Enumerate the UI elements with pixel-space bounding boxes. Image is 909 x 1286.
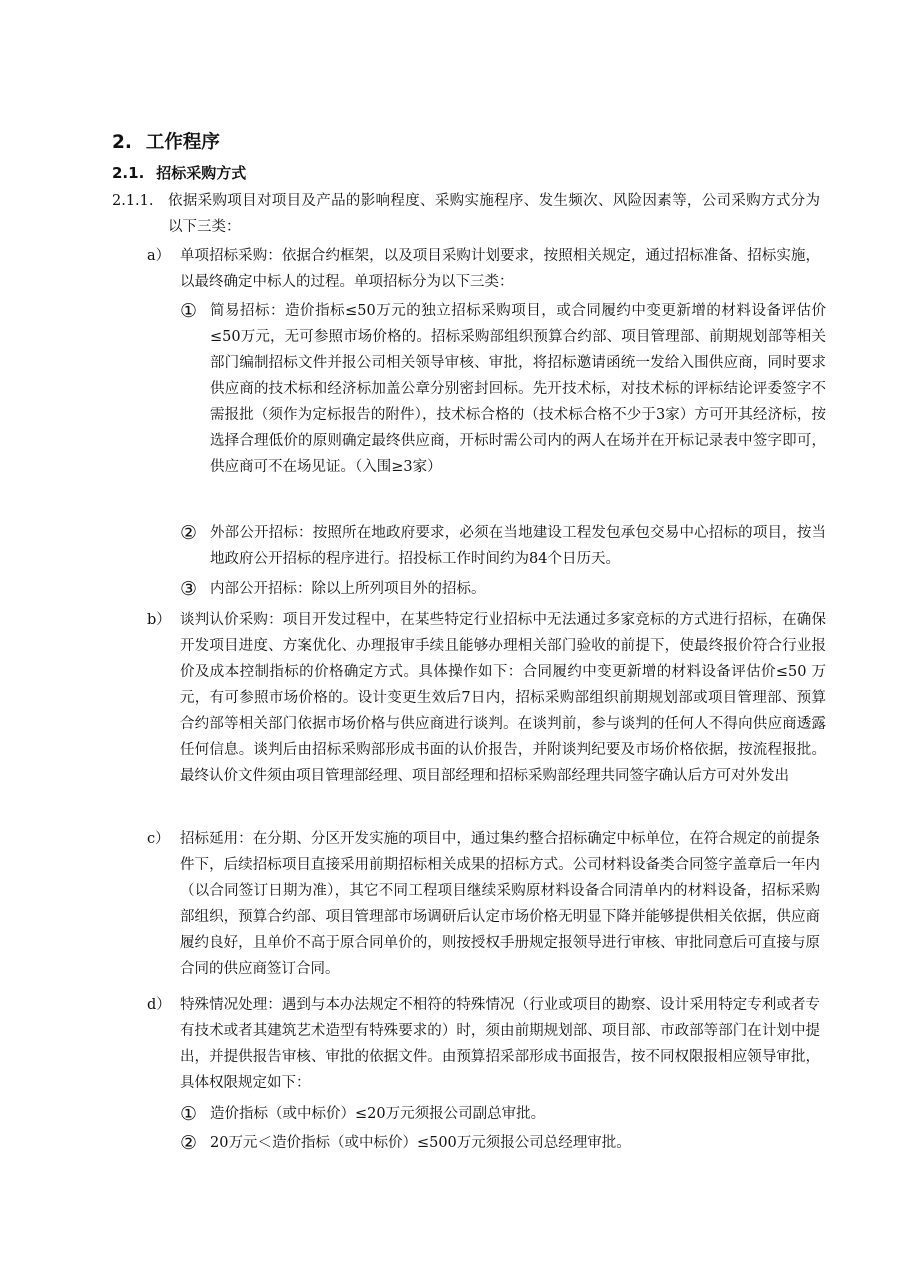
- item-a-sub2-text: 外部公开招标：按照所在地政府要求，必须在当地建设工程发包承包交易中心招标的项目，按当地政府公开招标的程序进行。招投标工作时间约为84个日历天。: [210, 525, 826, 567]
- item-d-text: 特殊情况处理：遇到与本办法规定不相符的特殊情况（行业或项目的勘察、设计采用特定专利或者专有技术或者其建筑艺术造型有特殊要求的）时，须由前期规划部、项目部、市政部等部门在计划中提出，并提供报告审核、审批的依据文件。由预算招采部形成书面报告，按不同权限报相应领导审批，具体权限规定如下：: [180, 997, 820, 1091]
- item-a-sub3-text: 内部公开招标：除以上所列项目外的招标。: [210, 581, 486, 597]
- item-a-marker: a）: [147, 248, 171, 264]
- item-b-marker: b）: [147, 612, 171, 628]
- item-d-sub2-marker: ②: [180, 1132, 198, 1154]
- item-d-sub1-text: 造价指标（或中标价）≤20万元须报公司副总审批。: [210, 1106, 546, 1122]
- item-a-sub1-text: 简易招标：造价指标≤50万元的独立招标采购项目，或合同履约中变更新增的材料设备评估价≤50万元，无可参照市场价格的。招标采购部组织预算合约部、项目管理部、前期规划部等相关部门编制招标文件并报公司相关领导审核、审批，将招标邀请函统一发给入围供应商，同时要求供应商的技术标和经济标加盖公章分别密封回标。先开技术标，对技术标的评标结论评委签字不需报批（须作为定标报告的附件），技术标合格的（技术标合格不少于3家）方可开其经济标，按选择合理低价的原则确定最终供应商，开标时需公司内的两人在场并在开标记录表中签字即可，供应商可不在场见证。（入围≥3家）: [210, 303, 826, 475]
- section-heading: [112, 130, 220, 156]
- item-c-marker: c）: [147, 831, 170, 847]
- subsection-title: 招标采购方式: [156, 164, 247, 182]
- item-a-sub1-marker: ①: [180, 300, 198, 322]
- subsection-number: 2.1.: [112, 164, 145, 182]
- item-d-sub1-marker: ①: [180, 1103, 198, 1125]
- item-d-sub2-text: 20万元＜造价指标（或中标价）≤500万元须报公司总经理审批。: [210, 1135, 631, 1151]
- item-a-sub2-marker: ②: [180, 522, 198, 544]
- clause-number: 2.1.1.: [112, 193, 154, 209]
- item-d-marker: d）: [147, 997, 171, 1013]
- item-c-text: 招标延用：在分期、分区开发实施的项目中，通过集约整合招标确定中标单位，在符合规定的前提条件下，后续招标项目直接采用前期招标相关成果的招标方式。公司材料设备类合同签字盖章后一年内（以合同签订日期为准），其它不同工程项目继续采购原材料设备合同清单内的材料设备，招标采购部组织，预算合约部、项目管理部市场调研后认定市场价格无明显下降并能够提供相关依据，供应商履约良好，且单价不高于原合同单价的，则按授权手册规定报领导进行审核、审批同意后可直接与原合同的供应商签订合同。: [180, 831, 820, 977]
- item-b-text: 谈判认价采购：项目开发过程中，在某些特定行业招标中无法通过多家竞标的方式进行招标，在确保开发项目进度、方案优化、办理报审手续且能够办理相关部门验收的前提下，使最终报价符合行业报价及成本控制指标的价格确定方式。具体操作如下：合同履约中变更新增的材料设备评估价≤50 万元，有可参照市场价格的。设计变更生效后7日内，招标采购部组织前期规划部或项目管理部、预算合约部等相关部门依据市场价格与供应商进行谈判。在谈判前，参与谈判的任何人不得向供应商透露任何信息。谈判后由招标采购部形成书面的认价报告，并附谈判纪要及市场价格依据，按流程报批。最终认价文件须由项目管理部经理、项目部经理和招标采购部经理共同签字确认后方可对外发出: [180, 612, 826, 784]
- section-title: 工作程序: [145, 132, 220, 153]
- subsection-heading: [112, 161, 246, 185]
- section-number: 2.: [112, 132, 132, 153]
- clause-text: 依据采购项目对项目及产品的影响程度、采购实施程序、发生频次、风险因素等，公司采购方式分为以下三类：: [168, 193, 820, 235]
- item-a-text: 单项招标采购：依据合约框架，以及项目采购计划要求，按照相关规定，通过招标准备、招标实施，以最终确定中标人的过程。单项招标分为以下三类：: [180, 248, 820, 290]
- item-a-sub3-marker: ③: [180, 578, 198, 600]
